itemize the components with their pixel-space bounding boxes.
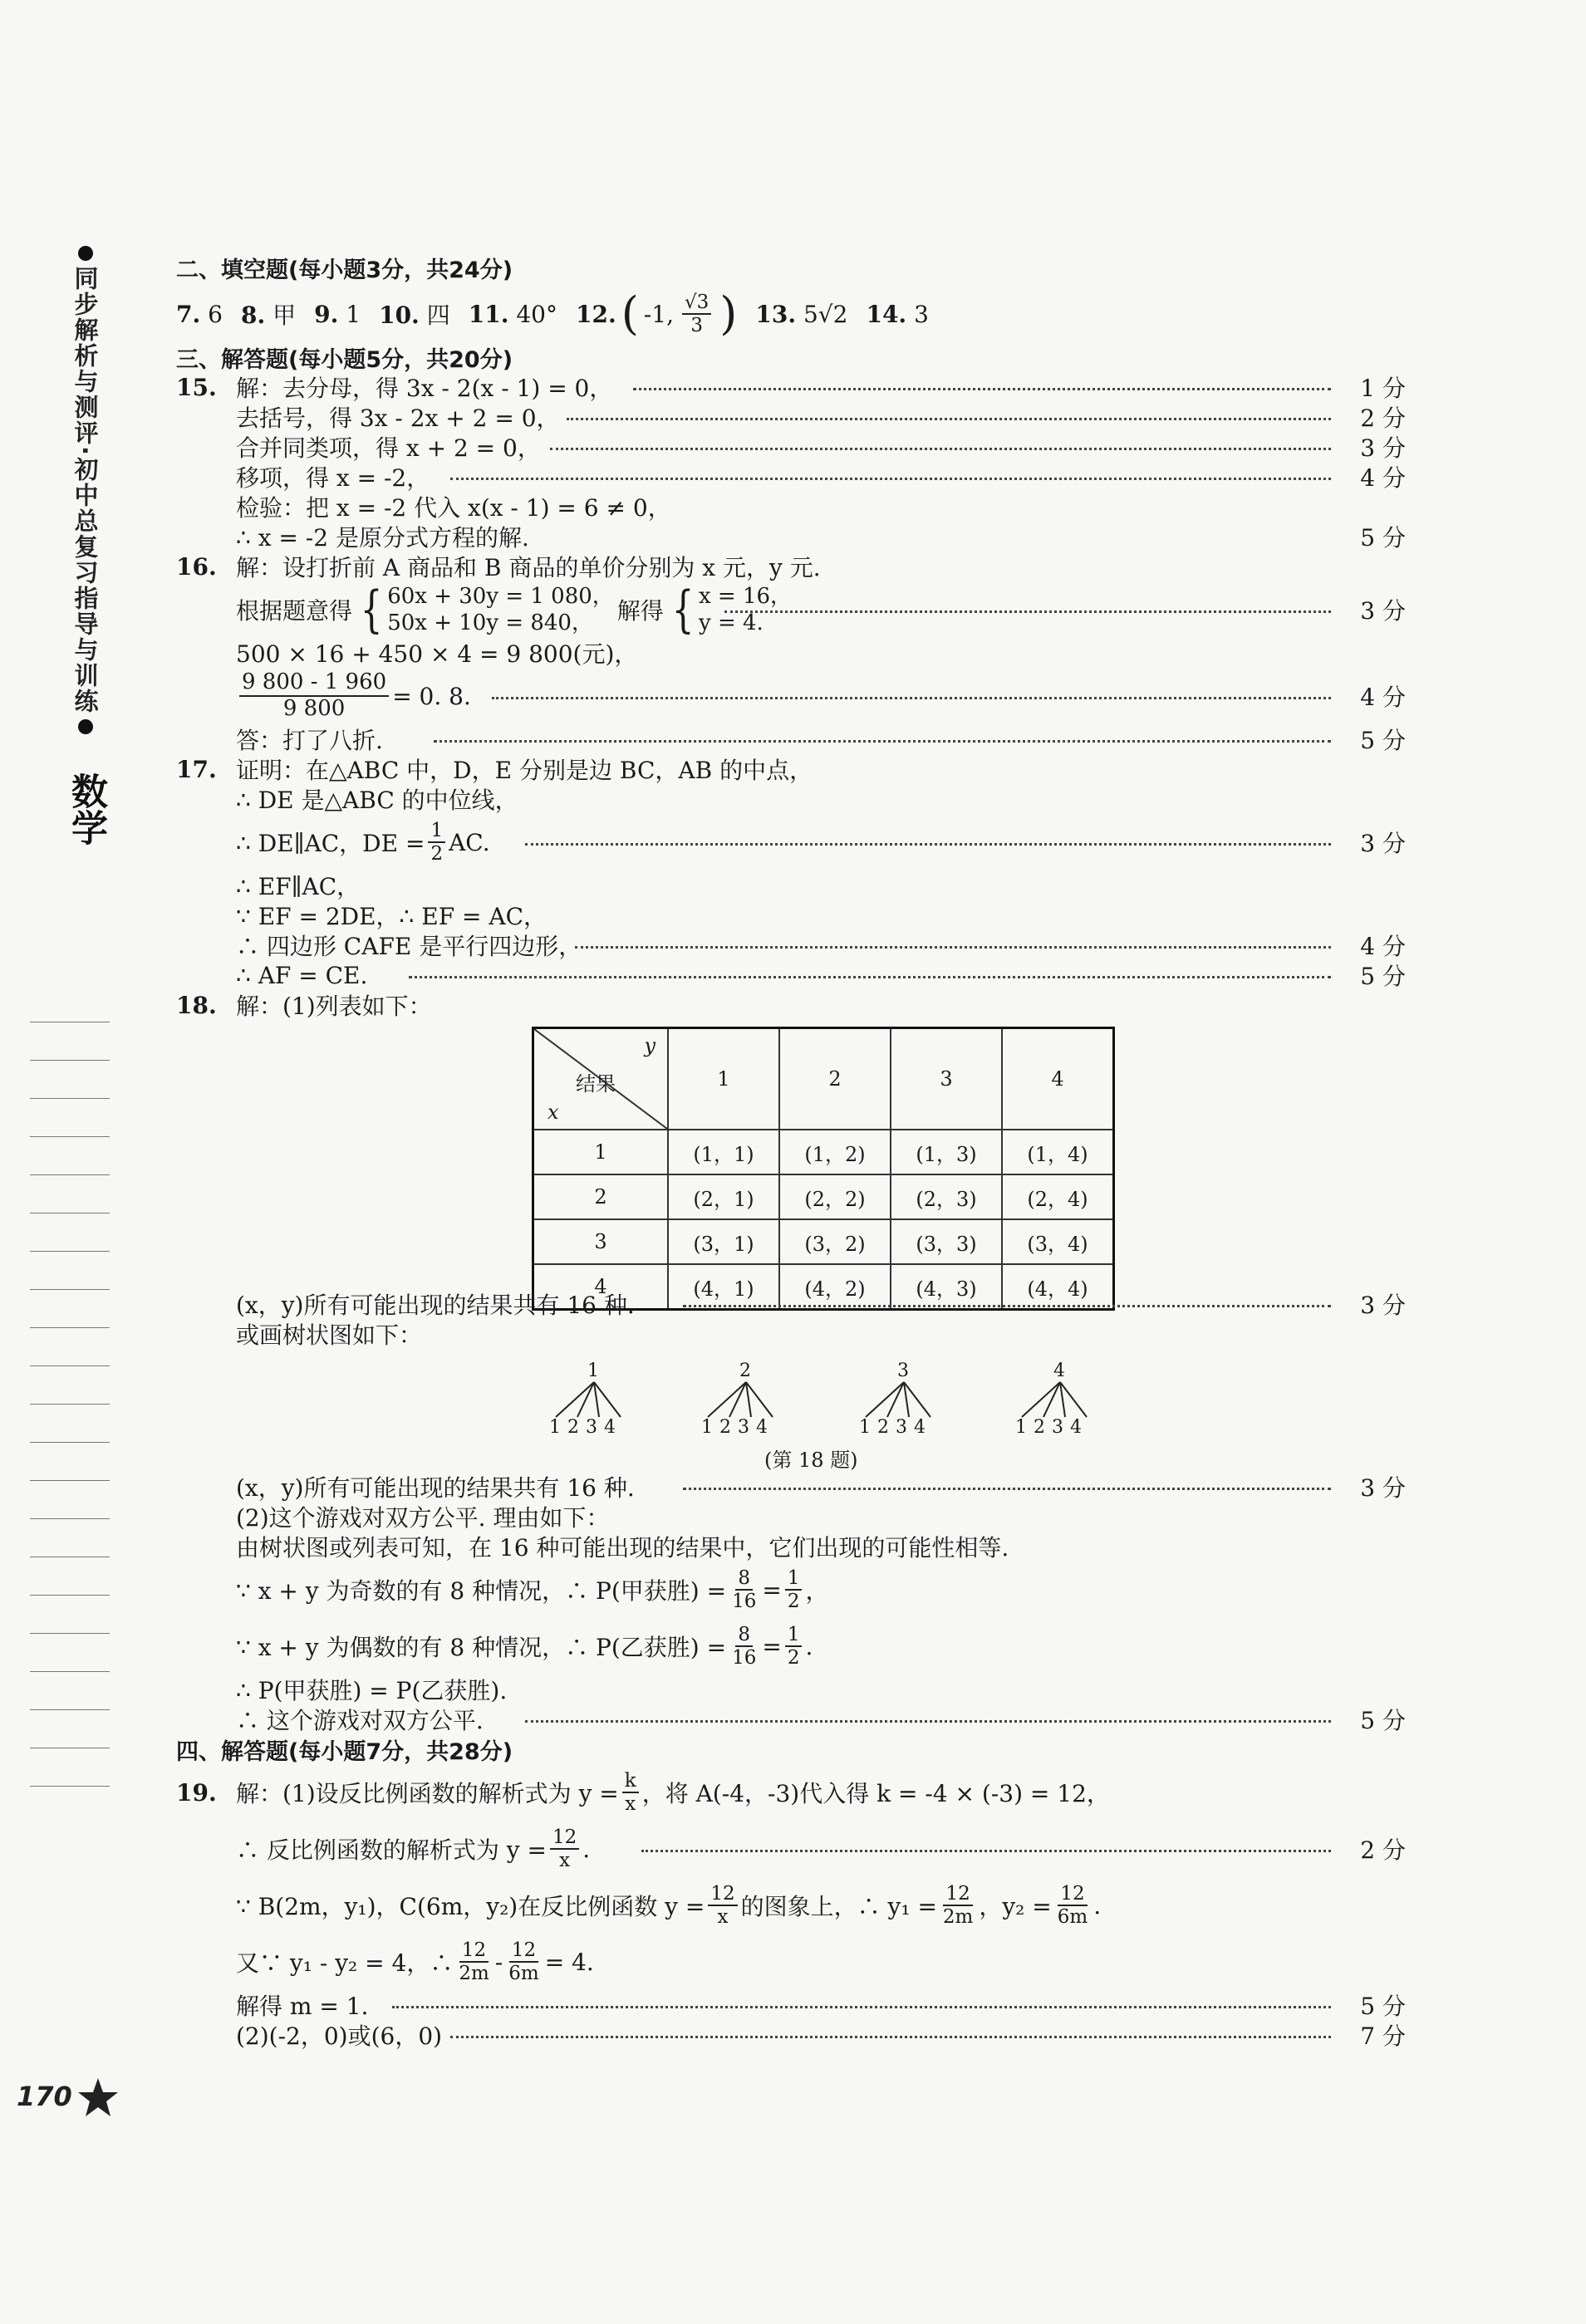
answer-content-q18 — [176, 1289, 1422, 1349]
q15-line: 合并同类项，得 x + 2 = 0， 3 分 — [236, 434, 1406, 462]
tree-diagram: 4 1234 — [1015, 1361, 1088, 1438]
tree-diagram: 3 1234 — [859, 1361, 932, 1438]
q18-line: 18. 解：(1)列表如下： — [176, 991, 432, 1020]
q19-line: ∴ 反比例函数的解析式为 y = $\frac{12}{x}$ . 2 分 — [236, 1826, 1406, 1871]
sidebar — [65, 241, 106, 846]
answer-item: 7. 6 — [176, 300, 223, 328]
q15-line: 15. 解：去分母，得 3x - 2(x - 1) = 0， 1 分 — [176, 373, 1406, 402]
q17-line: ∴ 四边形 CAFE 是平行四边形， 4 分 — [236, 933, 1406, 960]
note-lines — [30, 1022, 110, 1824]
q16-line: 根据题意得 { 60x + 30y = 1 080， 50x + 10y = 840， 解得 { x = 16， y = 4. 3 分 — [236, 581, 1406, 639]
q16-line: 16. 解：设打折前 A 商品和 B 商品的单价分别为 x 元，y 元. — [176, 552, 821, 581]
q15-line: 去括号，得 3x - 2x + 2 = 0， 2 分 — [236, 404, 1406, 432]
q19-line: ∵ B(2m，y₁)，C(6m，y₂)在反比例函数 y = $\frac{12}{x}$ 的图象上，∴ y₁ = $\frac{12}{2m}$ ，y₂ = $\frac{12}{6m}$ . — [236, 1882, 1102, 1928]
q18-line: 由树状图或列表可知，在 16 种可能出现的结果中，它们出现的可能性相等. — [236, 1534, 1009, 1562]
bullet-icon — [78, 719, 93, 734]
fill-answers — [176, 286, 1422, 342]
q15-line: 移项，得 x = -2， 4 分 — [236, 464, 1406, 492]
figure-caption: (第 18 题) — [764, 1449, 858, 1472]
q17-line: ∴ DE 是△ABC 的中位线， — [236, 787, 518, 814]
answer-item: 9. 1 — [314, 300, 361, 328]
q17-line: 17. 证明：在△ABC 中，D，E 分别是边 BC，AB 的中点， — [176, 755, 813, 784]
q18-line: ∵ x + y 为奇数的有 8 种情况，∴ P(甲获胜) = $\frac{8}{16}$ = $\frac{1}{2}$ ， — [236, 1566, 829, 1612]
answer-item: 14. 3 — [866, 300, 929, 328]
table-row: 2 (2，1) (2，2) (2，3) (2，4) — [533, 1174, 1114, 1219]
q15-line: 检验：把 x = -2 代入 x(x - 1) = 6 ≠ 0， — [236, 494, 671, 522]
series-title: 同步解析与测评·初中总复习指导与训练 — [71, 266, 100, 715]
q18-line: ∵ x + y 为偶数的有 8 种情况，∴ P(乙获胜) = $\frac{8}{16}$ = $\frac{1}{2}$ . — [236, 1623, 813, 1669]
table-row: 3 (3，1) (3，2) (3，3) (3，4) — [533, 1219, 1114, 1264]
answer-item: 8. 甲 — [240, 302, 297, 329]
q16-line: 答：打了八折. 5 分 — [236, 727, 1406, 754]
q19-line: 解得 m = 1. 5 分 — [236, 1993, 1406, 2020]
section-heading: 三、解答题(每小题5分，共20分) — [176, 346, 513, 373]
answer-item: 13. 5√2 — [755, 300, 848, 328]
q18-line: (x，y)所有可能出现的结果共有 16 种. 3 分 — [236, 1474, 1406, 1502]
tree-diagram: 2 1234 — [701, 1361, 774, 1438]
table-col-header: 4 — [1002, 1028, 1114, 1130]
section-heading: 四、解答题(每小题7分，共28分) — [176, 1738, 513, 1765]
answer-item: 10. 四 — [379, 302, 450, 329]
q16-line: $\frac{9 800 - 1 960}{9 800}$ = 0. 8. 4 分 — [176, 668, 1422, 724]
tree-diagram: 1 1234 — [549, 1361, 622, 1438]
q18-line: (x，y)所有可能出现的结果共有 16 种. 3 分 — [236, 1292, 1406, 1319]
q18-line: ∴ 这个游戏对双方公平. 5 分 — [236, 1707, 1406, 1734]
subject-title: 数学 — [65, 772, 107, 846]
q18-line: 或画树状图如下： — [236, 1321, 423, 1349]
table-col-header: 3 — [891, 1028, 1002, 1130]
table-corner: y 结果 x — [533, 1028, 669, 1130]
page-number: 170 — [17, 2081, 72, 2112]
q18-line: ∴ P(甲获胜) = P(乙获胜). — [236, 1677, 508, 1704]
q19-line: 19. 解：(1)设反比例函数的解析式为 y = $\frac{k}{x}$ ，将 A(-4，-3)代入得 k = -4 × (-3) = 12， — [176, 1769, 1110, 1815]
answer-content-q18b — [176, 1472, 1422, 2050]
answer-item: 11. 40° — [468, 300, 557, 328]
table-row: 1 (1，1) (1，2) (1，3) (1，4) — [533, 1130, 1114, 1174]
result-table — [532, 1027, 1115, 1311]
q16-line: 500 × 16 + 450 × 4 = 9 800(元)， — [236, 640, 638, 668]
q17-line: ∵ EF = 2DE，∴ EF = AC， — [236, 903, 547, 930]
q18-line: (2)这个游戏对双方公平. 理由如下： — [236, 1504, 610, 1532]
q15-line: ∴ x = -2 是原分式方程的解. 5 分 — [236, 524, 1406, 552]
q17-line: ∴ DE∥AC，DE = $\frac{1}{2}$ AC. 3 分 — [236, 819, 1406, 865]
answer-content — [176, 249, 1422, 1020]
q17-line: ∴ EF∥AC， — [236, 873, 361, 900]
q17-line: ∴ AF = CE. 5 分 — [236, 961, 1406, 990]
section-heading: 二、填空题(每小题3分，共24分) — [176, 257, 513, 283]
q19-line: 又∵ y₁ - y₂ = 4，∴ $\frac{12}{2m}$ - $\frac{12}{6m}$ = 4. — [236, 1939, 594, 1984]
table-col-header: 1 — [668, 1028, 779, 1130]
star-icon — [76, 2076, 120, 2118]
table-col-header: 2 — [779, 1028, 891, 1130]
table-row: 4 (4，1) (4，2) (4，3) (4，4) — [533, 1264, 1114, 1310]
answer-item: 12. ( -1, $\frac{√3}{3}$ ) — [576, 287, 738, 340]
q19-line: (2)(-2，0)或(6，0) 7 分 — [236, 2022, 1406, 2050]
bullet-icon — [78, 246, 93, 261]
